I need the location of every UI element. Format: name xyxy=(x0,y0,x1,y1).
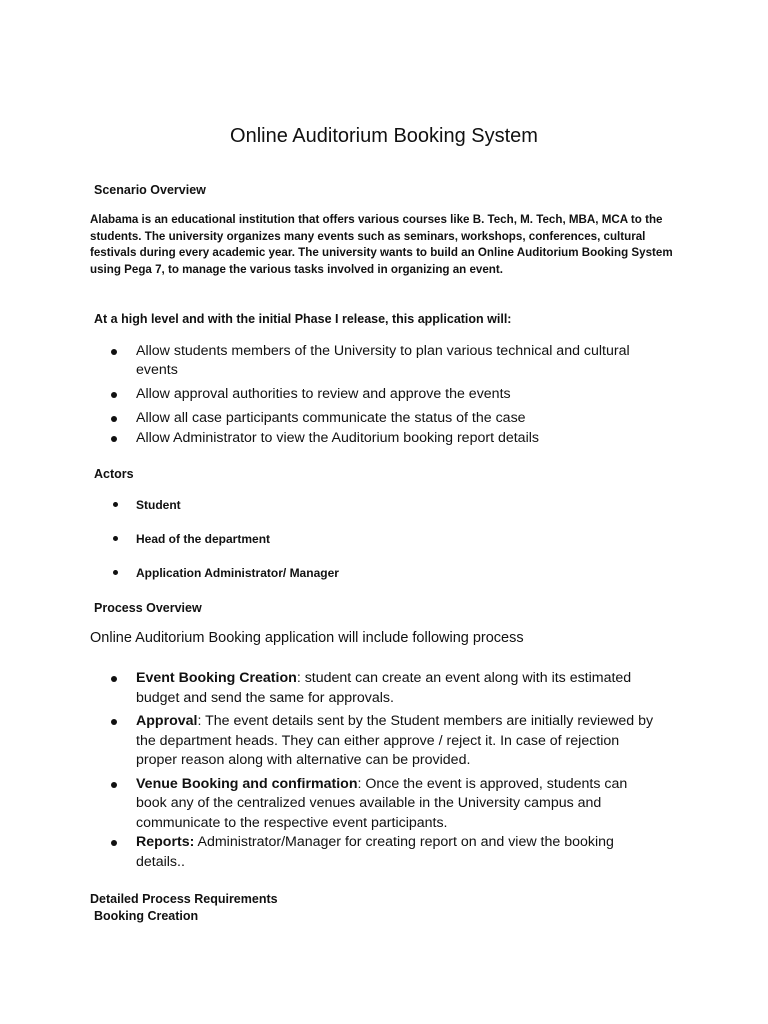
phase-heading: At a high level and with the initial Phase I release, this application will: xyxy=(94,312,512,326)
item-text: : student can create an event along with its estimated budget and send the same for approvals. xyxy=(136,670,632,706)
list-item: Allow all case participants communicate the status of the case xyxy=(111,409,651,428)
list-item: Application Administrator/ Manager xyxy=(111,565,511,581)
scenario-line: students. The university organizes many events such as seminars, workshops, conferences, cultural xyxy=(90,229,646,243)
item-text: : Once the event is approved, students can book any of the centralized venues available in the University campus and communicate to the respective event participants. xyxy=(136,775,628,831)
booking-creation-heading: Booking Creation xyxy=(94,909,199,923)
process-intro: Online Auditorium Booking application will include following process xyxy=(90,630,524,646)
actors-heading: Actors xyxy=(94,467,134,481)
scenario-line: Alabama is an educational institution that offers various courses like B. Tech, M. Tech, MBA, MCA to the xyxy=(90,213,663,226)
item-text: Administrator/Manager for creating report on and view the booking details.. xyxy=(136,834,614,870)
list-item: Allow Administrator to view the Auditorium booking report details xyxy=(111,429,651,448)
item-term: Approval xyxy=(136,713,198,729)
list-item xyxy=(111,775,656,834)
item-term: Reports: xyxy=(136,834,195,850)
list-item: Allow students members of the University to plan various technical and cultural events xyxy=(111,342,651,380)
list-item xyxy=(111,669,656,708)
list-item: Head of the department xyxy=(111,531,511,547)
list-item: Student xyxy=(111,497,511,513)
item-text: : The event details sent by the Student members are initially reviewed by the department heads. They can either approve / reject it. In case of rejection proper reason along with alternative can be provided. xyxy=(136,713,654,768)
phase-list xyxy=(111,342,651,448)
process-heading: Process Overview xyxy=(94,601,202,615)
list-item xyxy=(111,833,656,872)
list-item xyxy=(111,712,656,771)
detailed-heading: Detailed Process Requirements xyxy=(90,892,278,906)
scenario-paragraph xyxy=(90,212,680,278)
scenario-line: using Pega 7, to manage the various tasks involved in organizing an event. xyxy=(90,262,503,276)
actors-list xyxy=(111,497,511,581)
item-term: Venue Booking and confirmation xyxy=(136,775,358,792)
list-item: Allow approval authorities to review and approve the events xyxy=(111,385,651,404)
document-title: Online Auditorium Booking System xyxy=(230,125,538,147)
scenario-heading: Scenario Overview xyxy=(94,183,206,197)
process-list xyxy=(111,669,656,872)
item-term: Event Booking Creation xyxy=(136,670,297,686)
scenario-line: festivals during every academic year. The university wants to build an Online Auditorium Booking System xyxy=(90,246,673,259)
